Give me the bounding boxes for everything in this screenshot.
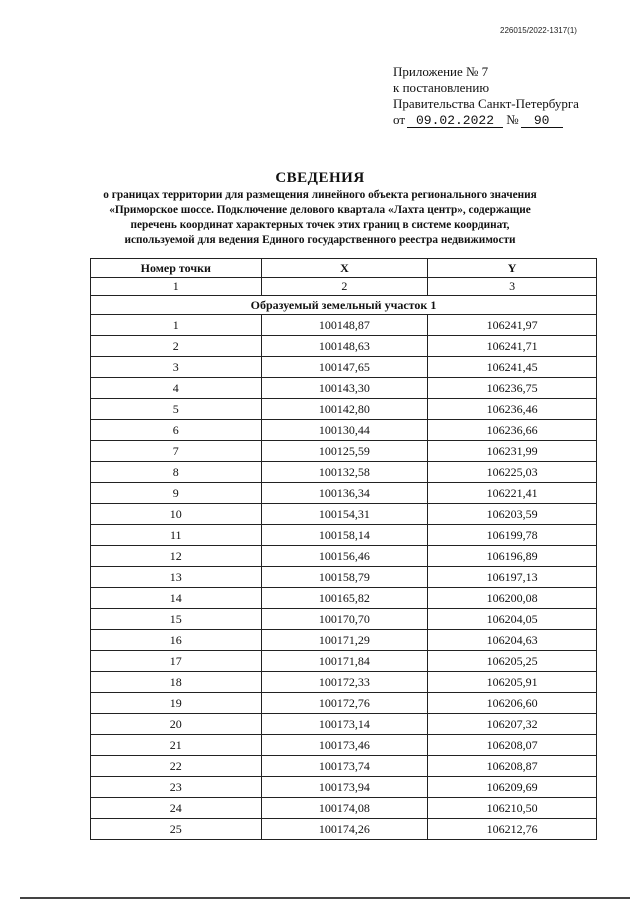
y-cell: 106241,45 bbox=[428, 357, 597, 378]
table-row bbox=[91, 399, 597, 420]
column-number-row bbox=[91, 278, 597, 296]
table-row bbox=[91, 756, 597, 777]
header-x: X bbox=[261, 259, 428, 278]
column-number: 1 bbox=[91, 278, 262, 296]
point-number-cell: 4 bbox=[91, 378, 262, 399]
table-row bbox=[91, 651, 597, 672]
document-number: 226015/2022-1317(1) bbox=[500, 26, 577, 35]
point-number-cell: 21 bbox=[91, 735, 262, 756]
point-number-cell: 25 bbox=[91, 819, 262, 840]
y-cell: 106221,41 bbox=[428, 483, 597, 504]
table-row bbox=[91, 777, 597, 798]
x-cell: 100173,94 bbox=[261, 777, 428, 798]
appendix-block bbox=[393, 64, 593, 128]
table-row bbox=[91, 798, 597, 819]
table-row bbox=[91, 819, 597, 840]
point-number-cell: 3 bbox=[91, 357, 262, 378]
document-title: СВЕДЕНИЯ bbox=[275, 170, 365, 186]
table-row bbox=[91, 357, 597, 378]
x-cell: 100148,63 bbox=[261, 336, 428, 357]
table-row bbox=[91, 735, 597, 756]
y-cell: 106236,46 bbox=[428, 399, 597, 420]
table-row bbox=[91, 630, 597, 651]
table-row bbox=[91, 483, 597, 504]
point-number-cell: 24 bbox=[91, 798, 262, 819]
y-cell: 106208,87 bbox=[428, 756, 597, 777]
table-row bbox=[91, 693, 597, 714]
table-row bbox=[91, 420, 597, 441]
table-header-row bbox=[91, 259, 597, 278]
y-cell: 106205,25 bbox=[428, 651, 597, 672]
table-row bbox=[91, 567, 597, 588]
x-cell: 100132,58 bbox=[261, 462, 428, 483]
x-cell: 100170,70 bbox=[261, 609, 428, 630]
header-y: Y bbox=[428, 259, 597, 278]
point-number-cell: 7 bbox=[91, 441, 262, 462]
point-number-cell: 14 bbox=[91, 588, 262, 609]
point-number-cell: 12 bbox=[91, 546, 262, 567]
table-row bbox=[91, 588, 597, 609]
point-number-cell: 16 bbox=[91, 630, 262, 651]
appendix-line-3: Правительства Санкт-Петербурга bbox=[393, 96, 579, 111]
column-number: 3 bbox=[428, 278, 597, 296]
x-cell: 100165,82 bbox=[261, 588, 428, 609]
point-number-cell: 6 bbox=[91, 420, 262, 441]
x-cell: 100173,74 bbox=[261, 756, 428, 777]
point-number-cell: 1 bbox=[91, 315, 262, 336]
header-point-number: Номер точки bbox=[91, 259, 262, 278]
number-prefix: № bbox=[506, 112, 519, 127]
x-cell: 100136,34 bbox=[261, 483, 428, 504]
y-cell: 106196,89 bbox=[428, 546, 597, 567]
table-row bbox=[91, 441, 597, 462]
table-row bbox=[91, 378, 597, 399]
section-title: Образуемый земельный участок 1 bbox=[91, 296, 597, 315]
table-row bbox=[91, 462, 597, 483]
x-cell: 100172,33 bbox=[261, 672, 428, 693]
x-cell: 100130,44 bbox=[261, 420, 428, 441]
point-number-cell: 17 bbox=[91, 651, 262, 672]
appendix-date-row bbox=[393, 112, 593, 128]
point-number-cell: 15 bbox=[91, 609, 262, 630]
y-cell: 106241,97 bbox=[428, 315, 597, 336]
y-cell: 106241,71 bbox=[428, 336, 597, 357]
y-cell: 106212,76 bbox=[428, 819, 597, 840]
y-cell: 106208,07 bbox=[428, 735, 597, 756]
page-bottom-rule bbox=[20, 897, 630, 899]
y-cell: 106204,05 bbox=[428, 609, 597, 630]
table-row bbox=[91, 546, 597, 567]
y-cell: 106236,66 bbox=[428, 420, 597, 441]
section-row bbox=[91, 296, 597, 315]
y-cell: 106206,60 bbox=[428, 693, 597, 714]
y-cell: 106203,59 bbox=[428, 504, 597, 525]
y-cell: 106207,32 bbox=[428, 714, 597, 735]
subtitle-line: перечень координат характерных точек этих границ в системе координат, bbox=[130, 219, 510, 231]
y-cell: 106231,99 bbox=[428, 441, 597, 462]
x-cell: 100125,59 bbox=[261, 441, 428, 462]
coordinates-table bbox=[90, 258, 597, 840]
resolution-number: 90 bbox=[521, 114, 563, 128]
table-row bbox=[91, 672, 597, 693]
x-cell: 100172,76 bbox=[261, 693, 428, 714]
y-cell: 106209,69 bbox=[428, 777, 597, 798]
point-number-cell: 5 bbox=[91, 399, 262, 420]
point-number-cell: 13 bbox=[91, 567, 262, 588]
y-cell: 106210,50 bbox=[428, 798, 597, 819]
x-cell: 100173,46 bbox=[261, 735, 428, 756]
point-number-cell: 18 bbox=[91, 672, 262, 693]
x-cell: 100171,84 bbox=[261, 651, 428, 672]
y-cell: 106199,78 bbox=[428, 525, 597, 546]
subtitle-line: «Приморское шоссе. Подключение делового квартала «Лахта центр», содержащие bbox=[109, 204, 531, 216]
date-prefix: от bbox=[393, 112, 406, 127]
y-cell: 106200,08 bbox=[428, 588, 597, 609]
x-cell: 100148,87 bbox=[261, 315, 428, 336]
point-number-cell: 22 bbox=[91, 756, 262, 777]
x-cell: 100174,08 bbox=[261, 798, 428, 819]
table-row bbox=[91, 504, 597, 525]
point-number-cell: 11 bbox=[91, 525, 262, 546]
table-row bbox=[91, 315, 597, 336]
x-cell: 100158,79 bbox=[261, 567, 428, 588]
table-row bbox=[91, 609, 597, 630]
x-cell: 100174,26 bbox=[261, 819, 428, 840]
y-cell: 106225,03 bbox=[428, 462, 597, 483]
appendix-line-1: Приложение № 7 bbox=[393, 64, 489, 79]
subtitle-line: используемой для ведения Единого государственного реестра недвижимости bbox=[124, 234, 516, 246]
point-number-cell: 20 bbox=[91, 714, 262, 735]
point-number-cell: 23 bbox=[91, 777, 262, 798]
point-number-cell: 10 bbox=[91, 504, 262, 525]
x-cell: 100142,80 bbox=[261, 399, 428, 420]
x-cell: 100173,14 bbox=[261, 714, 428, 735]
y-cell: 106236,75 bbox=[428, 378, 597, 399]
y-cell: 106204,63 bbox=[428, 630, 597, 651]
x-cell: 100156,46 bbox=[261, 546, 428, 567]
point-number-cell: 9 bbox=[91, 483, 262, 504]
resolution-date: 09.02.2022 bbox=[407, 114, 503, 128]
subtitle-line: о границах территории для размещения линейного объекта регионального значения bbox=[103, 189, 537, 201]
x-cell: 100171,29 bbox=[261, 630, 428, 651]
appendix-line-2: к постановлению bbox=[393, 80, 490, 95]
document-subtitle bbox=[70, 188, 570, 248]
y-cell: 106197,13 bbox=[428, 567, 597, 588]
column-number: 2 bbox=[261, 278, 428, 296]
table-row bbox=[91, 525, 597, 546]
x-cell: 100143,30 bbox=[261, 378, 428, 399]
x-cell: 100158,14 bbox=[261, 525, 428, 546]
table-row bbox=[91, 714, 597, 735]
y-cell: 106205,91 bbox=[428, 672, 597, 693]
point-number-cell: 19 bbox=[91, 693, 262, 714]
x-cell: 100147,65 bbox=[261, 357, 428, 378]
x-cell: 100154,31 bbox=[261, 504, 428, 525]
table-row bbox=[91, 336, 597, 357]
point-number-cell: 2 bbox=[91, 336, 262, 357]
point-number-cell: 8 bbox=[91, 462, 262, 483]
